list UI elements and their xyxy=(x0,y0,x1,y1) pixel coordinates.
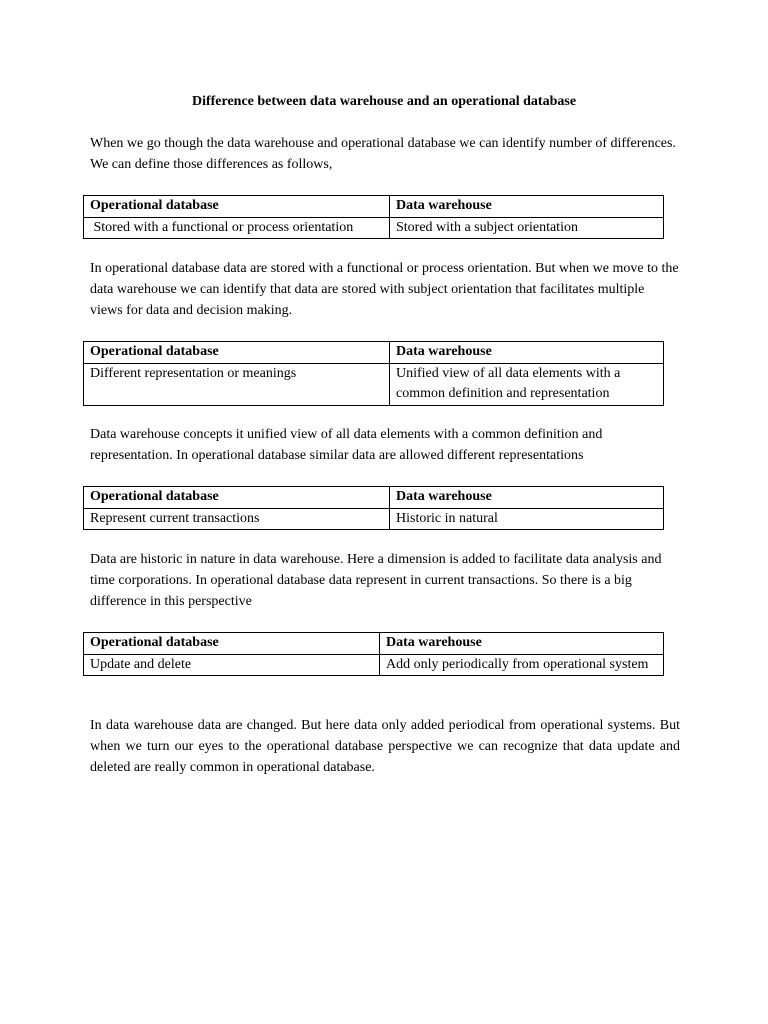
table-cell: Unified view of all data elements with a common definition and representation xyxy=(390,363,664,405)
table-header-cell: Data warehouse xyxy=(390,487,664,509)
table-cell: Historic in natural xyxy=(390,508,664,530)
table-header-cell: Operational database xyxy=(84,633,380,655)
table-cell: Different representation or meanings xyxy=(84,363,390,405)
table-cell: Stored with a subject orientation xyxy=(390,217,664,239)
table-header-cell: Data warehouse xyxy=(390,196,664,218)
table-row xyxy=(84,217,664,239)
paragraph-2: Data warehouse concepts it unified view of all data elements with a common definition and representation. In operational database similar data are allowed different representations xyxy=(90,427,603,463)
table-header-row xyxy=(84,342,664,364)
intro-paragraph: When we go though the data warehouse and operational database we can identify number of differences. We can define those differences as follows, xyxy=(90,136,676,172)
paragraph-1: In operational database data are stored with a functional or process orientation. But when we move to the data warehouse we can identify that data are stored with subject orientation that facilitates multiple views for data and decision making. xyxy=(90,261,679,318)
table-header-row xyxy=(84,196,664,218)
table-header-cell: Operational database xyxy=(84,487,390,509)
table-row xyxy=(84,654,664,676)
table-cell: Update and delete xyxy=(84,654,380,676)
paragraph-3: Data are historic in nature in data warehouse. Here a dimension is added to facilitate data analysis and time corporations. In operational database data represent in current transactions. So there is a big difference in this perspective xyxy=(90,552,662,609)
table-header-row xyxy=(84,487,664,509)
document-title: Difference between data warehouse and an operational database xyxy=(191,94,577,109)
table-cell: Add only periodically from operational system xyxy=(380,654,664,676)
table-header-cell: Data warehouse xyxy=(390,342,664,364)
table-header-cell: Data warehouse xyxy=(380,633,664,655)
comparison-table-2 xyxy=(83,341,664,406)
table-row xyxy=(84,363,664,405)
comparison-table-1 xyxy=(83,195,664,239)
comparison-table-4 xyxy=(83,632,664,676)
table-header-cell: Operational database xyxy=(84,196,390,218)
table-header-cell: Operational database xyxy=(84,342,390,364)
paragraph-4: In data warehouse data are changed. But here data only added periodical from operational systems. But when we turn our eyes to the operational database perspective we can recognize that data update and deleted are really common in operational database. xyxy=(90,718,680,775)
table-cell: Represent current transactions xyxy=(84,508,390,530)
table-cell: Stored with a functional or process orientation xyxy=(84,217,390,239)
comparison-table-3 xyxy=(83,486,664,530)
table-header-row xyxy=(84,633,664,655)
table-row xyxy=(84,508,664,530)
